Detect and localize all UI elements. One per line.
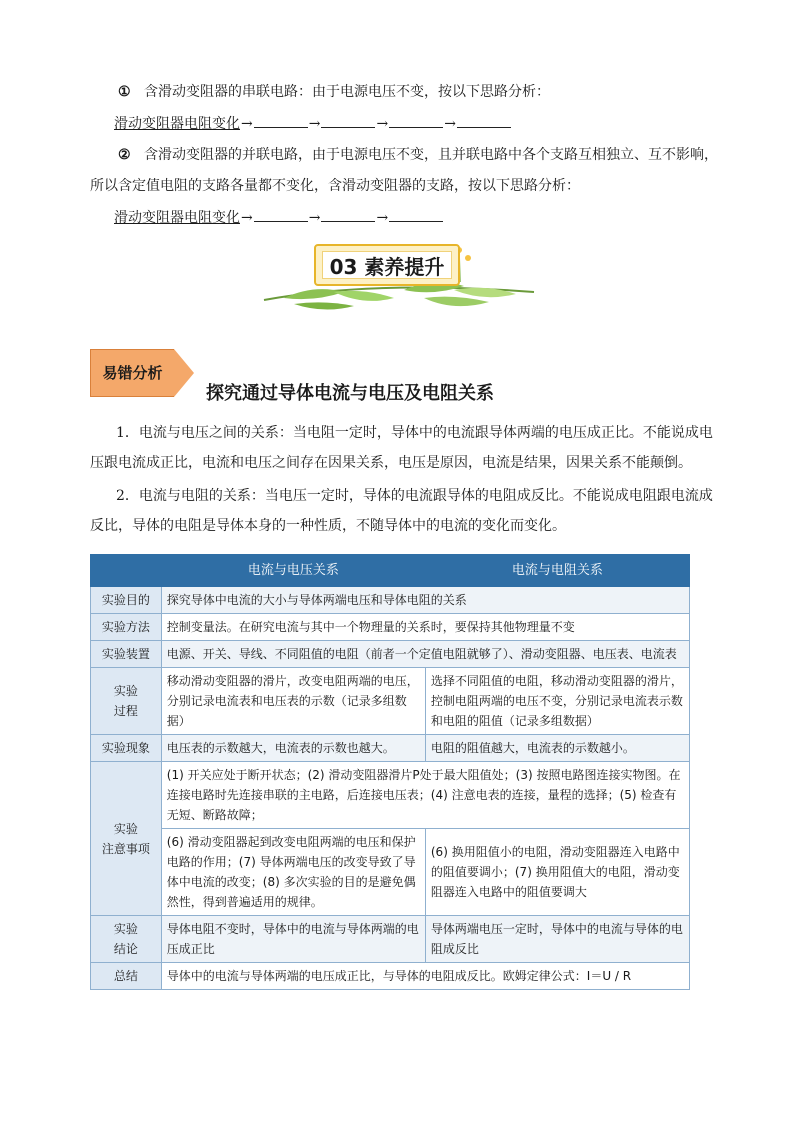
tab-label: 易错分析	[90, 349, 174, 397]
badge-label: 素养提升	[364, 255, 445, 279]
error-analysis-tab	[90, 349, 196, 397]
row-label	[91, 668, 162, 735]
label-line: 过程	[113, 704, 138, 718]
row-content-voltage: 移动滑动变阻器的滑片，改变电阻两端的电压，分别记录电流表和电压表的示数（记录多组数据）	[161, 668, 425, 735]
row-content-resistance: 导体两端电压一定时，导体中的电流与导体的电阻成反比	[425, 916, 689, 963]
row-content: (1) 开关应处于断开状态；(2) 滑动变阻器滑片P处于最大阻值处；(3) 按照电路图连接实物图。在连接电路时先连接串联的主电路，后连接电压表；(4) 注意电表的连接，量程的选择；(5) 检查有无短、断路故障；	[161, 762, 689, 829]
series-chain	[114, 113, 511, 134]
badge-title	[322, 251, 452, 279]
row-content-voltage: 电压表的示数越大，电流表的示数也越大。	[161, 735, 425, 762]
chain-blank	[389, 207, 443, 222]
chain-blank	[321, 207, 375, 222]
intro-item-1	[118, 82, 550, 102]
label-line: 注意事项	[101, 841, 150, 856]
table-row	[91, 614, 690, 641]
row-label	[91, 916, 162, 963]
row-content-resistance: (6) 换用阻值小的电阻，滑动变阻器连入电路中的阻值要调小；(7) 换用阻值大的电阻，滑动变阻器连入电路中的阻值要调大	[425, 829, 689, 916]
row-content-resistance: 选择不同阻值的电阻，移动滑动变阻器的滑片，控制电阻两端的电压不变，分别记录电流表示数和电阻的阻值（记录多组数据）	[425, 668, 689, 735]
badge-number: 03	[329, 255, 358, 279]
table-row	[91, 916, 690, 963]
table-row	[91, 587, 690, 614]
row-label: 总结	[91, 963, 162, 990]
row-label: 实验装置	[91, 641, 162, 668]
intro-item-2	[118, 145, 718, 165]
chain-arrow: →	[241, 116, 253, 132]
row-label: 实验方法	[91, 614, 162, 641]
item-text: 含滑动变阻器的并联电路，由于电源电压不变，且并联电路中各个支路互相独立、互不影响，	[144, 147, 718, 163]
point-1-line-2: 压跟电流成正比，电流和电压之间存在因果关系，电压是原因，电流是结果，因果关系不能颠倒。	[90, 455, 692, 471]
table-row	[91, 735, 690, 762]
label-line: 实验	[113, 821, 138, 836]
row-content-voltage: 导体电阻不变时，导体中的电流与导体两端的电压成正比	[161, 916, 425, 963]
experiment-table	[90, 554, 690, 990]
label-line: 实验	[113, 922, 138, 936]
table-row	[91, 668, 690, 735]
chain-arrow: →	[308, 116, 321, 132]
point-2-line-1: 2．电流与电阻的关系：当电压一定时，导体的电流跟导体的电阻成反比。不能说成电阻跟电流成	[116, 488, 713, 504]
chain-arrow: →	[444, 116, 456, 132]
row-content: 探究导体中电流的大小与导体两端电压和导体电阻的关系	[161, 587, 689, 614]
row-label: 实验目的	[91, 587, 162, 614]
section-subheading: 探究通过导体电流与电压及电阻关系	[206, 383, 494, 404]
row-content-voltage: (6) 滑动变阻器起到改变电阻两端的电压和保护电路的作用；(7) 导体两端电压的改变导致了导体中电流的改变；(8) 多次实验的目的是避免偶然性，得到普遍适用的规律。	[161, 829, 425, 916]
header-corner	[91, 555, 162, 587]
chain-arrow: →	[376, 210, 389, 226]
row-content-resistance: 电阻的阻值越大，电流表的示数越小。	[425, 735, 689, 762]
table-row	[91, 829, 690, 916]
chain-arrow: →	[308, 210, 321, 226]
tab-arrow-icon	[174, 349, 194, 397]
point-1	[90, 418, 730, 478]
header-resistance: 电流与电阻关系	[425, 555, 689, 587]
chain-arrow: →	[241, 210, 253, 226]
point-2	[90, 481, 730, 541]
chain-arrow: →	[376, 116, 389, 132]
header-voltage: 电流与电压关系	[161, 555, 425, 587]
chain-blank	[457, 113, 511, 128]
intro-item-2-cont: 所以含定值电阻的支路各量都不变化，含滑动变阻器的支路，按以下思路分析：	[90, 178, 580, 194]
chain-start: 滑动变阻器电阻变化	[114, 116, 240, 132]
row-content: 电源、开关、导线、不同阻值的电阻（前者一个定值电阻就够了）、滑动变阻器、电压表、电流表	[161, 641, 689, 668]
row-content: 导体中的电流与导体两端的电压成正比，与导体的电阻成反比。欧姆定律公式：I＝U / R	[161, 963, 689, 990]
table-row	[91, 963, 690, 990]
section-badge	[254, 240, 544, 320]
table-row	[91, 762, 690, 829]
item-marker: ②	[118, 147, 131, 163]
table-header-row	[91, 555, 690, 587]
table-row	[91, 641, 690, 668]
item-text: 含滑动变阻器的串联电路：由于电源电压不变，按以下思路分析：	[144, 84, 550, 100]
item-marker: ①	[118, 84, 131, 100]
label-line: 结论	[113, 942, 138, 956]
label-line: 实验	[113, 684, 138, 698]
row-label: 实验现象	[91, 735, 162, 762]
point-2-line-2: 反比，导体的电阻是导体本身的一种性质，不随导体中的电流的变化而变化。	[90, 518, 566, 534]
chain-blank	[389, 113, 443, 128]
row-label	[91, 762, 162, 916]
chain-start: 滑动变阻器电阻变化	[114, 210, 240, 226]
point-1-line-1: 1．电流与电压之间的关系：当电阻一定时，导体中的电流跟导体两端的电压成正比。不能说成电	[116, 425, 713, 441]
chain-blank	[321, 113, 375, 128]
parallel-chain	[114, 207, 443, 228]
chain-blank	[254, 113, 308, 128]
chain-blank	[254, 207, 308, 222]
row-content: 控制变量法。在研究电流与其中一个物理量的关系时，要保持其他物理量不变	[161, 614, 689, 641]
